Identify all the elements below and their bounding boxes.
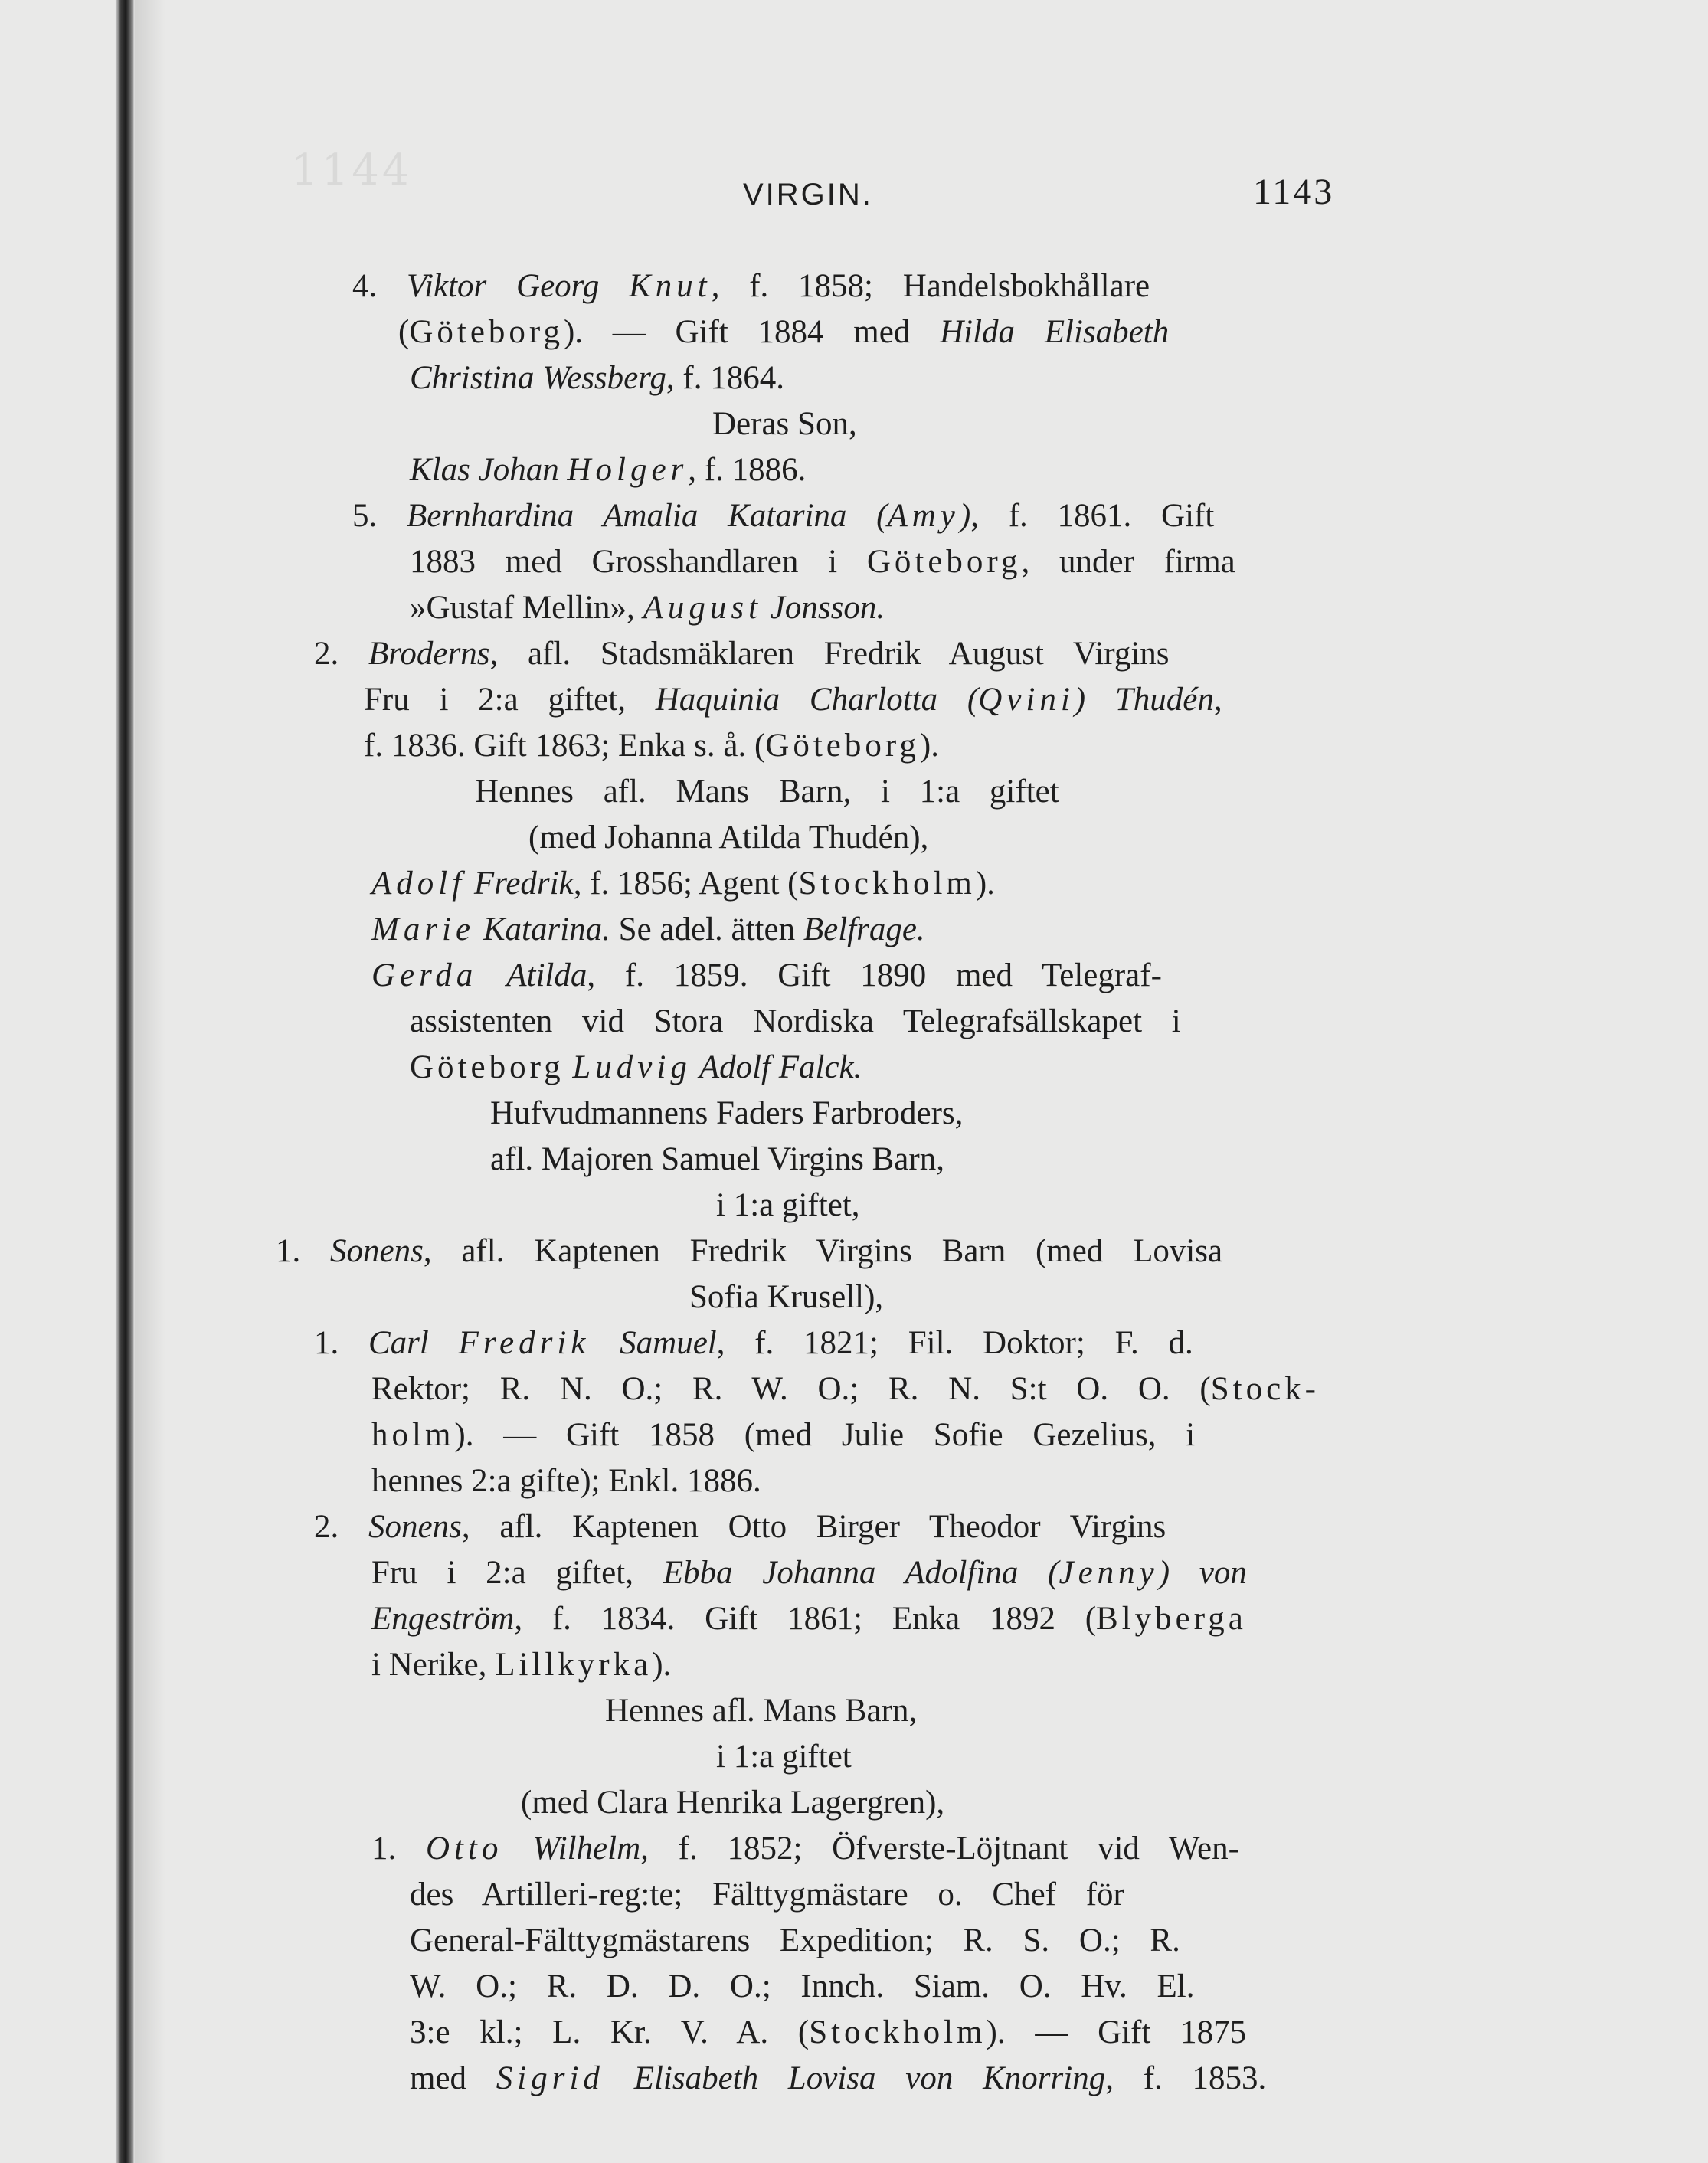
text-line	[490, 1137, 944, 1182]
text-run: Hufvudmannens Faders Farbroders,	[490, 1095, 964, 1131]
text-line	[276, 1229, 1222, 1274]
text-run: , f. 1853.	[1105, 2060, 1267, 2096]
page-number: 1143	[1253, 172, 1335, 212]
text-run: 3:e kl.; L. Kr. V. A. (	[410, 2014, 810, 2050]
text-run: (med Clara Henrika Lagergren),	[521, 1785, 945, 1821]
text-run: , f. 1821; Fil. Doktor; F. d.	[716, 1325, 1193, 1361]
text-run: Rektor; R. N. O.; R. W. O.; R. N. S:t O. O. (	[371, 1371, 1211, 1407]
text-line	[605, 1689, 917, 1733]
spaced-place-name: Stockholm	[809, 2014, 987, 2050]
text-line	[398, 310, 1169, 355]
italic-name: ) von	[1158, 1555, 1247, 1591]
italic-name: Belfrage.	[803, 911, 925, 947]
text-line	[410, 540, 1235, 584]
text-run: , f. 1859. Gift 1890 med Telegraf-	[587, 957, 1162, 993]
italic-name: )	[959, 498, 971, 534]
spaced-place-name: Blyberga	[1096, 1601, 1247, 1637]
text-line	[371, 1643, 671, 1687]
text-run: f. 1836. Gift 1863; Enka s. å. (	[364, 728, 766, 764]
spaced-place-name: Göteborg	[410, 1049, 564, 1085]
text-run: Hennes afl. Mans Barn, i 1:a giftet	[475, 774, 1059, 810]
italic-name: Bernhardina Amalia Katarina (	[407, 498, 888, 534]
spaced-place-name: Lillkyrka	[495, 1647, 653, 1683]
book-spine-edge	[115, 0, 135, 2163]
text-run: General-Fälttygmästarens Expedition; R. S. O.; R.	[410, 1922, 1180, 1958]
text-run: hennes 2:a gifte); Enkl. 1886.	[371, 1463, 761, 1499]
spaced-italic-name: August	[643, 590, 763, 626]
spaced-italic-name: Sigrid	[496, 2060, 604, 2096]
text-run: ). — Gift 1884 med	[563, 314, 941, 350]
text-run: , f. 1834. Gift 1861; Enka 1892 (	[514, 1601, 1097, 1637]
italic-name: Atilda	[477, 957, 587, 993]
italic-name: ) Thudén	[1074, 682, 1214, 718]
spaced-italic-name: Knut	[629, 268, 712, 304]
text-line	[410, 586, 885, 630]
text-run: , f. 1852; Öfverste-Löjtnant vid Wen-	[640, 1831, 1239, 1867]
text-run: med	[410, 2060, 496, 2096]
text-run: , f. 1864.	[666, 360, 784, 396]
text-run: ).	[652, 1647, 672, 1683]
text-run: , afl. Kaptenen Otto Birger Theodor Virgins	[461, 1509, 1166, 1545]
italic-name: Sonens	[330, 1233, 424, 1269]
text-run: »Gustaf Mellin»,	[410, 590, 643, 626]
spaced-italic-name: Qvini	[978, 682, 1075, 718]
text-run: , afl. Stadsmäklaren Fredrik August Virgins	[489, 636, 1170, 672]
text-run: , f. 1856; Agent (	[573, 866, 799, 902]
italic-name: Carl	[368, 1325, 459, 1361]
text-line	[716, 1183, 859, 1228]
text-run: 4.	[352, 268, 407, 304]
running-head: VIRGIN.	[743, 178, 873, 211]
text-line	[716, 1735, 852, 1779]
text-run: Deras Son,	[712, 406, 857, 442]
text-run: assistenten vid Stora Nordiska Telegrafsällskapet i	[410, 1003, 1181, 1039]
italic-name: Viktor Georg	[407, 268, 630, 304]
text-run: ).	[919, 728, 939, 764]
text-line	[475, 770, 1059, 814]
spaced-place-name: Göteborg	[866, 544, 1022, 580]
text-line	[364, 724, 939, 768]
spaced-italic-name: Jenny	[1059, 1555, 1159, 1591]
text-run: , afl. Kaptenen Fredrik Virgins Barn (med Lovisa	[423, 1233, 1223, 1269]
text-line	[371, 1459, 761, 1504]
text-line	[371, 1413, 1195, 1458]
text-line	[371, 1367, 1320, 1412]
italic-name: Sonens	[368, 1509, 462, 1545]
text-run: Fru i 2:a giftet,	[364, 682, 656, 718]
gutter-shadow	[135, 0, 165, 2163]
text-run: 1883 med Grosshandlaren i	[410, 544, 867, 580]
text-line	[410, 1919, 1180, 1963]
spaced-place-name: Stockholm	[798, 866, 976, 902]
text-run: (med Johanna Atilda Thudén),	[528, 820, 929, 856]
text-line	[410, 356, 784, 401]
text-run: 2.	[314, 1509, 368, 1545]
text-line	[352, 264, 1150, 309]
italic-name: Hilda Elisabeth	[940, 314, 1170, 350]
text-run: , f. 1858; Handelsbokhållare	[711, 268, 1150, 304]
italic-name: Adolf Falck.	[691, 1049, 862, 1085]
text-run: W. O.; R. D. D. O.; Innch. Siam. O. Hv. El.	[410, 1968, 1195, 2004]
text-line	[371, 1551, 1247, 1595]
spaced-italic-name: Adolf	[371, 866, 466, 902]
spaced-italic-name: Gerda	[371, 957, 478, 993]
italic-name: Fredrik	[466, 866, 574, 902]
text-line	[521, 1781, 944, 1825]
text-run	[564, 1049, 573, 1085]
italic-name: Klas Johan	[410, 452, 568, 488]
text-run: i Nerike,	[371, 1647, 496, 1683]
text-run: Fru i 2:a giftet,	[371, 1555, 663, 1591]
spaced-italic-name: Holger	[567, 452, 689, 488]
text-run: i 1:a giftet	[716, 1739, 852, 1775]
text-run: 1.	[371, 1831, 426, 1867]
text-line	[410, 448, 806, 492]
italic-name: Jonsson.	[762, 590, 885, 626]
text-line	[314, 1505, 1166, 1549]
text-run: i 1:a giftet,	[716, 1187, 860, 1223]
text-line	[352, 494, 1214, 538]
italic-name: Christina Wessberg	[410, 360, 666, 396]
text-run: des Artilleri-reg:te; Fälttygmästare o. Chef för	[410, 1877, 1124, 1913]
spaced-place-name: holm	[371, 1417, 455, 1453]
spaced-place-name: Göteborg	[765, 728, 920, 764]
spaced-place-name: Göteborg	[409, 314, 564, 350]
spaced-italic-name: Otto	[426, 1831, 503, 1867]
text-line	[410, 1000, 1181, 1044]
text-run: ).	[975, 866, 995, 902]
text-run: Sofia Krusell),	[689, 1279, 884, 1315]
italic-name: Engeström	[371, 1601, 515, 1637]
italic-name: Katarina.	[475, 911, 610, 947]
text-line	[410, 2057, 1266, 2101]
text-run: , f. 1886.	[688, 452, 807, 488]
show-through-page-number: 1144	[291, 146, 413, 195]
text-line	[490, 1091, 963, 1136]
text-run: ,	[1213, 682, 1222, 718]
text-run: , under firma	[1021, 544, 1235, 580]
text-line	[314, 1321, 1193, 1366]
text-line	[371, 1597, 1247, 1641]
italic-name: Samuel	[590, 1325, 717, 1361]
spaced-italic-name: Fredrik	[458, 1325, 591, 1361]
text-line	[528, 816, 928, 860]
text-line	[371, 954, 1162, 998]
text-line	[689, 1275, 883, 1320]
text-line	[371, 862, 995, 906]
text-run: Se adel. ätten	[610, 911, 803, 947]
text-run: , f. 1861. Gift	[970, 498, 1215, 534]
text-run: afl. Majoren Samuel Virgins Barn,	[490, 1141, 944, 1177]
spaced-italic-name: Marie	[371, 911, 476, 947]
text-run: 5.	[352, 498, 407, 534]
text-line	[712, 402, 857, 447]
italic-name: Haquinia Charlotta (	[655, 682, 979, 718]
text-run: (	[398, 314, 410, 350]
text-line	[314, 632, 1170, 676]
text-run: ). — Gift 1858 (med Julie Sofie Gezelius, i	[454, 1417, 1196, 1453]
text-line	[410, 1965, 1195, 2009]
text-line	[371, 908, 925, 952]
text-run: Hennes afl. Mans Barn,	[605, 1693, 918, 1729]
text-line	[410, 1873, 1124, 1917]
text-line	[364, 678, 1222, 722]
text-run: 2.	[314, 636, 368, 672]
text-line	[410, 2011, 1246, 2055]
text-line	[410, 1046, 862, 1090]
text-line	[371, 1827, 1239, 1871]
spaced-place-name: Stock-	[1210, 1371, 1320, 1407]
italic-name: Wilhelm	[502, 1831, 641, 1867]
text-run: ). — Gift 1875	[986, 2014, 1247, 2050]
text-run: 1.	[276, 1233, 330, 1269]
italic-name: Ebba Johanna Adolfina (	[663, 1555, 1059, 1591]
spaced-italic-name: Ludvig	[572, 1049, 692, 1085]
text-run: 1.	[314, 1325, 368, 1361]
spaced-italic-name: Amy	[887, 498, 960, 534]
italic-name: Broderns	[368, 636, 490, 672]
italic-name: Elisabeth Lovisa von Knorring	[604, 2060, 1106, 2096]
